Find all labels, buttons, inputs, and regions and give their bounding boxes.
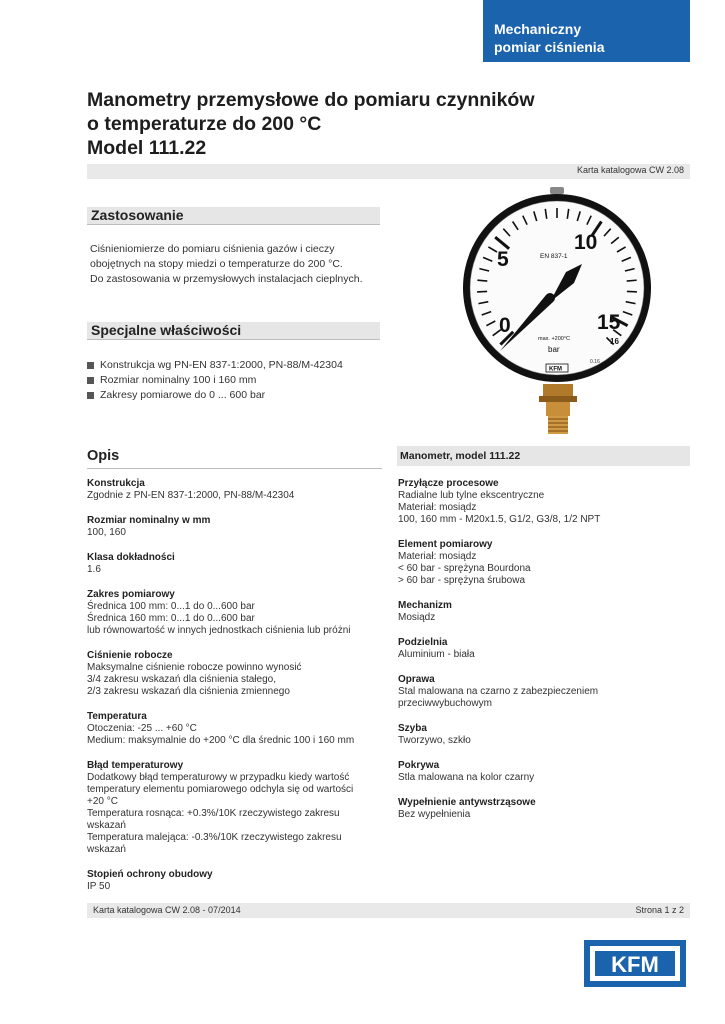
spec-label: Klasa dokładności [87, 552, 175, 563]
spec-value: Stla malowana na kolor czarny [398, 772, 535, 783]
spec-item [87, 478, 294, 502]
spec-item [87, 552, 175, 576]
spec-item [398, 637, 475, 661]
spec-label: Rozmiar nominalny w mm [87, 515, 211, 526]
category-banner [483, 0, 690, 62]
spec-item [87, 515, 210, 539]
banner-line-1: Mechaniczny [494, 21, 582, 37]
spec-value: 2/3 zakresu wskazań dla ciśnienia zmiennego [87, 686, 290, 697]
scale-tick [477, 291, 487, 292]
logo-text: KFM [611, 952, 659, 977]
description-heading: Opis [87, 448, 120, 464]
application-text [90, 242, 390, 287]
spec-label: Element pomiarowy [398, 539, 493, 550]
gauge-standard: EN 837-1 [540, 253, 568, 260]
spec-value: Zgodnie z PN-EN 837-1:2000, PN-88/M-42304 [87, 490, 295, 501]
spec-item [87, 869, 213, 893]
spec-value: > 60 bar - sprężyna śrubowa [398, 575, 526, 586]
features-heading: Specjalne właściwości [87, 322, 380, 339]
scale-mark-10: 10 [574, 231, 598, 254]
scale-mark-15: 15 [597, 311, 621, 334]
spec-value: temperatury elementu pomiarowego odchyla się od wartości [87, 784, 354, 795]
spec-value: +20 °C [87, 796, 118, 807]
spec-item [398, 674, 598, 710]
features-list [87, 358, 387, 403]
application-line: obojętnych na stopy miedzi o temperaturze do 200 °C. [90, 258, 343, 270]
features-divider [87, 339, 380, 340]
spec-item [398, 539, 531, 587]
feature-item: Rozmiar nominalny 100 i 160 mm [87, 373, 387, 388]
description-divider [87, 468, 382, 469]
spec-item [398, 478, 600, 526]
spec-value: 3/4 zakresu wskazań dla ciśnienia stałego, [87, 674, 276, 685]
banner-line-2: pomiar ciśnienia [494, 39, 605, 55]
spec-value: Aluminium - biała [398, 649, 475, 660]
pressure-gauge-image [462, 184, 652, 440]
footer-page-number: Strona 1 z 2 [635, 905, 684, 915]
spec-value: < 60 bar - sprężyna Bourdona [398, 563, 531, 574]
spec-value: Medium: maksymalnie do +200 °C dla średnic 100 i 160 mm [87, 735, 355, 746]
spec-item [87, 589, 350, 637]
spec-value: wskazań [87, 820, 126, 831]
application-line: Ciśnieniomierze do pomiaru ciśnienia gazów i cieczy [90, 243, 335, 255]
vent-plug [550, 187, 564, 194]
spec-item [398, 723, 471, 747]
scale-mark-5: 5 [497, 248, 509, 271]
spec-value: Tworzywo, szkło [398, 735, 471, 746]
spec-value: przeciwwybuchowym [398, 698, 492, 709]
spec-label: Konstrukcja [87, 478, 145, 489]
spec-value: Mosiądz [398, 612, 436, 623]
spec-value: Dodatkowy błąd temperaturowy w przypadku kiedy wartość [87, 772, 350, 783]
title-line-1: Manometry przemysłowe do pomiaru czynników [87, 89, 535, 111]
spec-value: 100, 160 [87, 527, 126, 538]
spec-value: lub równowartość w innych jednostkach ciśnienia lub próżni [87, 625, 351, 636]
kfm-logo [584, 940, 686, 987]
spec-value: Radialne lub tylne ekscentryczne [398, 490, 545, 501]
scale-tick [477, 280, 487, 281]
spec-label: Zakres pomiarowy [87, 589, 175, 600]
spec-value: Materiał: mosiądz [398, 502, 477, 513]
spec-value: 1.6 [87, 564, 101, 575]
gauge-accuracy-class: 0.16 [590, 359, 600, 365]
spec-label: Pokrywa [398, 760, 440, 771]
catalog-reference-bar [87, 164, 690, 179]
scale-mark-0: 0 [499, 314, 511, 337]
gauge-unit: bar [548, 345, 560, 354]
spec-item [87, 760, 353, 856]
spec-value: Bez wypełnienia [398, 809, 471, 820]
application-heading: Zastosowanie [87, 207, 380, 224]
spec-item [398, 760, 534, 784]
feature-item: Konstrukcja wg PN-EN 837-1:2000, PN-88/M-42304 [87, 358, 387, 373]
spec-value: Stal malowana na czarno z zabezpieczeniem [398, 686, 599, 697]
footer-bar [87, 903, 690, 918]
spec-label: Wypełnienie antywstrząsowe [398, 797, 536, 808]
page-title [87, 88, 607, 160]
spec-label: Szyba [398, 723, 427, 734]
spec-label: Oprawa [398, 674, 435, 685]
spec-item [87, 711, 354, 747]
spec-value: Temperatura malejąca: -0.3%/10K rzeczywistego zakresu [87, 832, 342, 843]
spec-label: Podzielnia [398, 637, 448, 648]
feature-item: Zakresy pomiarowe do 0 ... 600 bar [87, 388, 387, 403]
spec-value: Otoczenia: -25 ... +60 °C [87, 723, 197, 734]
spec-label: Przyłącze procesowe [398, 478, 499, 489]
spec-value: Średnica 100 mm: 0...1 do 0...600 bar [87, 601, 255, 612]
spec-value: IP 50 [87, 881, 111, 892]
spec-value: wskazań [87, 844, 126, 855]
footer-catalog: Karta katalogowa CW 2.08 - 07/2014 [93, 905, 241, 915]
spec-label: Błąd temperaturowy [87, 760, 184, 771]
spec-value: Materiał: mosiądz [398, 551, 477, 562]
process-connection [539, 384, 577, 434]
spec-label: Mechanizm [398, 600, 452, 611]
scale-mark-16: 16 [610, 337, 619, 346]
spec-item [398, 600, 452, 624]
application-line: Do zastosowania w przemysłowych instalacjach cieplnych. [90, 273, 363, 285]
application-divider [87, 224, 380, 225]
model-heading: Manometr, model 111.22 [397, 446, 690, 466]
spec-value: Temperatura rosnąca: +0.3%/10K rzeczywistego zakresu [87, 808, 340, 819]
spec-value: 100, 160 mm - M20x1.5, G1/2, G3/8, 1/2 NPT [398, 514, 601, 525]
spec-value: Maksymalne ciśnienie robocze powinno wynosić [87, 662, 302, 673]
gauge-max-temp: max. +200°C [538, 336, 571, 342]
scale-tick [627, 291, 637, 292]
catalog-reference: Karta katalogowa CW 2.08 [576, 165, 684, 175]
spec-item [87, 650, 302, 698]
title-line-3: Model 111.22 [87, 137, 207, 159]
spec-label: Temperatura [87, 711, 147, 722]
spec-label: Ciśnienie robocze [87, 650, 173, 661]
spec-label: Stopień ochrony obudowy [87, 869, 213, 880]
spec-item [398, 797, 536, 821]
scale-tick [627, 280, 637, 281]
spec-value: Średnica 160 mm: 0...1 do 0...600 bar [87, 613, 255, 624]
gauge-brand: KFM [549, 366, 562, 373]
title-line-2: o temperaturze do 200 °C [87, 113, 322, 135]
